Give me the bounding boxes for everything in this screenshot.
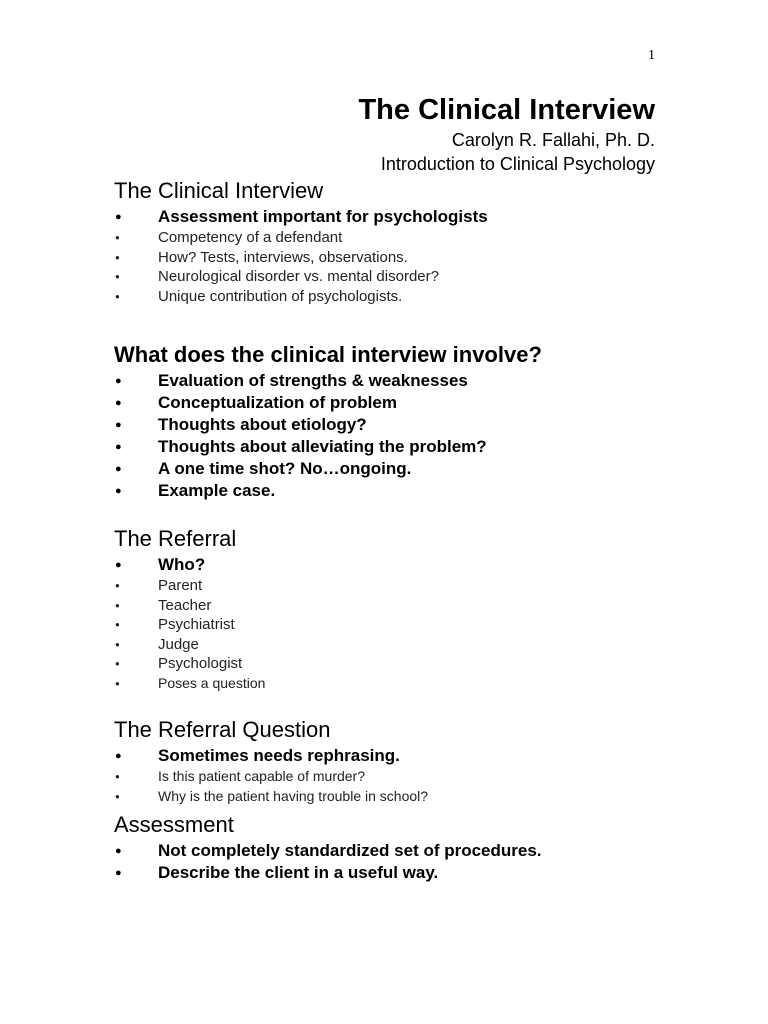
list-item: ● Why is the patient having trouble in school? bbox=[114, 787, 674, 807]
bullet-list-clinical-interview bbox=[114, 206, 674, 306]
list-item: ● Assessment important for psychologists bbox=[114, 206, 674, 228]
section-heading-assessment: Assessment bbox=[114, 812, 234, 837]
list-item: ● How? Tests, interviews, observations. bbox=[114, 248, 674, 268]
list-item: ● Unique contribution of psychologists. bbox=[114, 287, 674, 307]
list-item: ● Example case. bbox=[114, 480, 674, 502]
list-item: ● Sometimes needs rephrasing. bbox=[114, 745, 674, 767]
document-body bbox=[114, 176, 674, 884]
section-heading-clinical-interview: The Clinical Interview bbox=[114, 178, 324, 203]
list-item: ● Judge bbox=[114, 635, 674, 655]
list-item: ● A one time shot? No…ongoing. bbox=[114, 458, 674, 480]
list-item: ● Conceptualization of problem bbox=[114, 392, 674, 414]
section-heading-referral: The Referral bbox=[114, 526, 237, 551]
list-item: ● Is this patient capable of murder? bbox=[114, 767, 674, 787]
list-item: ● Thoughts about alleviating the problem? bbox=[114, 436, 674, 458]
page-title: The Clinical Interview bbox=[358, 94, 655, 126]
list-item: ● Psychiatrist bbox=[114, 615, 674, 635]
list-item: ● Psychologist bbox=[114, 654, 674, 674]
list-item: ● Poses a question bbox=[114, 674, 674, 694]
list-item: ● Neurological disorder vs. mental disorder? bbox=[114, 267, 674, 287]
list-item: ● Describe the client in a useful way. bbox=[114, 862, 674, 884]
title-block bbox=[358, 92, 655, 176]
page-number: 1 bbox=[648, 48, 655, 63]
list-item: ● Not completely standardized set of procedures. bbox=[114, 840, 674, 862]
list-item: ● Competency of a defendant bbox=[114, 228, 674, 248]
list-item: ● Who? bbox=[114, 554, 674, 576]
list-item: ● Teacher bbox=[114, 596, 674, 616]
section-heading-what-involve: What does the clinical interview involve? bbox=[114, 342, 542, 367]
list-item: ● Thoughts about etiology? bbox=[114, 414, 674, 436]
bullet-list-referral bbox=[114, 554, 674, 693]
bullet-list-referral-question bbox=[114, 745, 674, 806]
course-line: Introduction to Clinical Psychology bbox=[380, 154, 655, 174]
author-line: Carolyn R. Fallahi, Ph. D. bbox=[451, 130, 655, 150]
bullet-list-what-involve bbox=[114, 370, 674, 502]
list-item: ● Parent bbox=[114, 576, 674, 596]
list-item: ● Evaluation of strengths & weaknesses bbox=[114, 370, 674, 392]
bullet-list-assessment bbox=[114, 840, 674, 884]
section-heading-referral-question: The Referral Question bbox=[114, 717, 331, 742]
